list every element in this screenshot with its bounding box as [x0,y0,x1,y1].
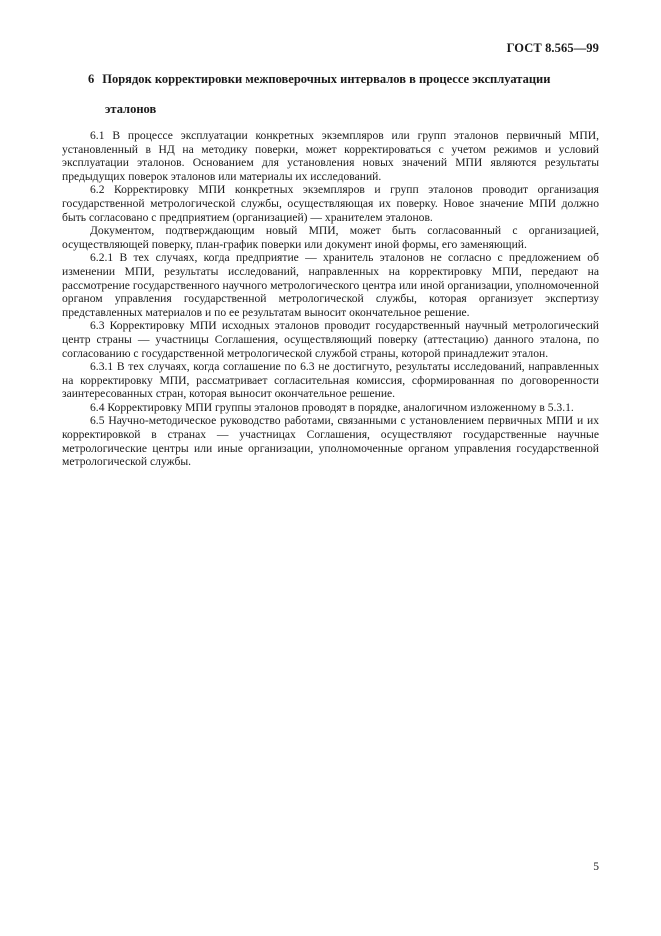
section-title-text: Порядок корректировки межповерочных интервалов в процессе эксплуатации [102,72,551,86]
paragraph-6-2-1: 6.2.1 В тех случаях, когда предприятие — хранитель эталонов не согласно с предложением об изменении МПИ, результаты исследований, направленных на корректировку МПИ, передают на рассмотрение государственного научного метрологического центра или иной организации, уполномоченной органом управления государственной метрологической службы, которая организует экспертизу представленных материалов и по ее результатам выносит окончательное решение. [62,251,599,319]
paragraph-6-1: 6.1 В процессе эксплуатации конкретных экземпляров или групп эталонов первичный МПИ, установленный в НД на методику поверки, может корректироваться с учетом режимов и условий эксплуатации эталонов. Основанием для установления новых значений МПИ являются результаты предыдущих поверок эталонов или материалы их исследований. [62,129,599,183]
section-title-continuation: эталонов [105,102,157,116]
paragraph-6-5: 6.5 Научно-методическое руководство работами, связанными с установлением первичных МПИ и их корректировкой в странах — участницах Соглашения, осуществляют государственные научные метрологические центры или иные организации, уполномоченные органом управления государственной метрологической службы. [62,414,599,469]
page-number: 5 [593,861,599,873]
section-number: 6 [88,72,95,86]
section-body [62,129,599,469]
paragraph-6-2: 6.2 Корректировку МПИ конкретных экземпляров и групп эталонов проводит организация государственной метрологической службы, осуществляющая их поверку. Новое значение МПИ должно быть согласовано с предприятием (организацией) — хранителем эталонов. [62,183,599,224]
paragraph-6-4: 6.4 Корректировку МПИ группы эталонов проводят в порядке, аналогичном изложенному в 5.3.1. [90,400,574,414]
document-code: ГОСТ 8.565—99 [506,41,599,55]
paragraph-6-3-1: 6.3.1 В тех случаях, когда соглашение по 6.3 не достигнуто, результаты исследований, направленных на корректировку МПИ, рассматривает согласительная комиссия, сформированная по договоренности заинтересованных стран, которая выносит окончательное решение. [62,360,599,401]
paragraph-6-2-document: Документом, подтверждающим новый МПИ, может быть согласованный с организацией, осуществляющей поверку, план-график поверки или документ иной формы, его заменяющий. [62,224,599,251]
section-title [88,72,608,87]
paragraph-6-3: 6.3 Корректировку МПИ исходных эталонов проводит государственный научный метрологический центр страны — участницы Соглашения, осуществляющий поверку (аттестацию) данного эталона, по согласованию с государственной метрологической службой страны, которой принадлежит эталон. [62,319,599,360]
